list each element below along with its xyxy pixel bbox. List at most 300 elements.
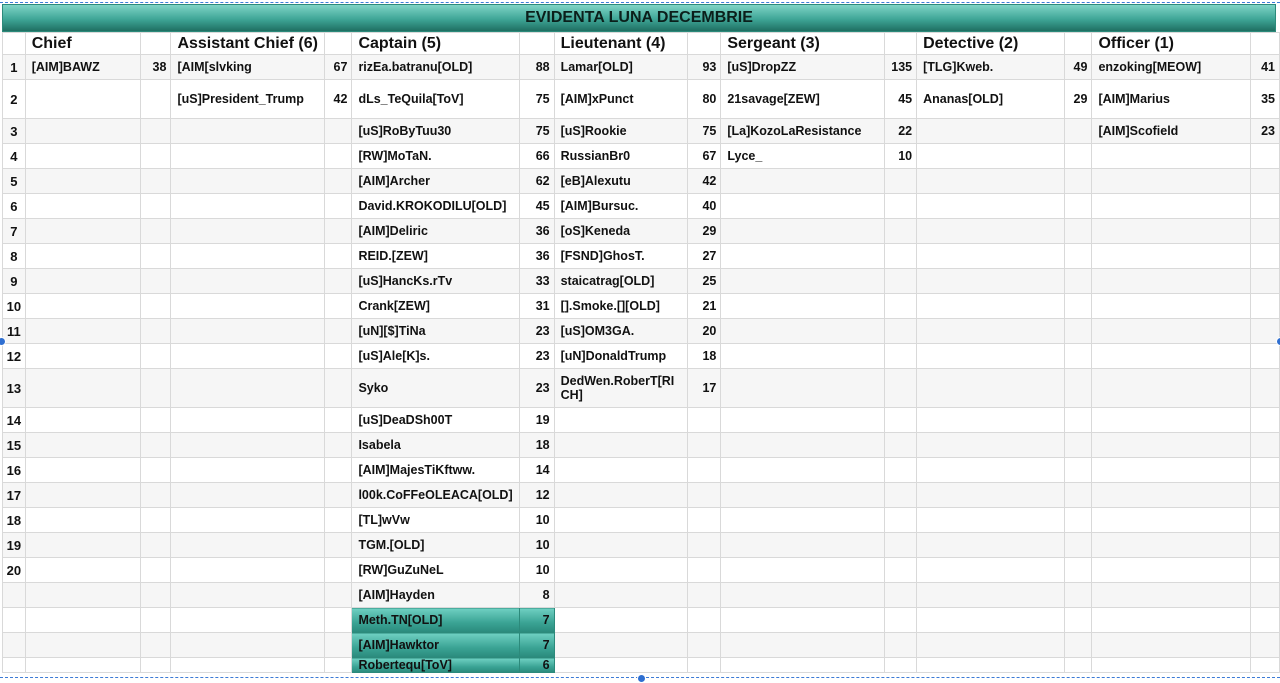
detective-name-cell[interactable] (917, 583, 1065, 608)
lieutenant-score-cell[interactable] (687, 608, 720, 633)
assistant-chief-score-cell[interactable] (324, 608, 352, 633)
header-officer[interactable]: Officer (1) (1092, 33, 1250, 55)
captain-name-cell[interactable]: [AIM]Hayden (352, 583, 520, 608)
captain-score-cell[interactable]: 19 (520, 408, 554, 433)
header-chief-score[interactable] (141, 33, 171, 55)
detective-name-cell[interactable] (917, 533, 1065, 558)
captain-name-cell[interactable]: rizEa.batranu[OLD] (352, 55, 520, 80)
detective-name-cell[interactable] (917, 294, 1065, 319)
assistant-chief-score-cell[interactable] (324, 558, 352, 583)
assistant-chief-score-cell[interactable] (324, 119, 352, 144)
sergeant-name-cell[interactable] (721, 658, 885, 673)
detective-name-cell[interactable] (917, 558, 1065, 583)
lieutenant-score-cell[interactable]: 27 (687, 244, 720, 269)
captain-name-cell[interactable]: [RW]MoTaN. (352, 144, 520, 169)
chief-name-cell[interactable] (25, 80, 141, 119)
lieutenant-score-cell[interactable]: 80 (687, 80, 720, 119)
lieutenant-score-cell[interactable]: 93 (687, 55, 720, 80)
sergeant-name-cell[interactable] (721, 319, 885, 344)
sergeant-score-cell[interactable] (885, 294, 917, 319)
lieutenant-name-cell[interactable] (554, 633, 687, 658)
header-lieutenant-score[interactable] (687, 33, 720, 55)
chief-score-cell[interactable] (141, 408, 171, 433)
captain-score-cell[interactable]: 36 (520, 244, 554, 269)
detective-score-cell[interactable] (1064, 583, 1092, 608)
chief-name-cell[interactable] (25, 633, 141, 658)
detective-score-cell[interactable] (1064, 119, 1092, 144)
lieutenant-name-cell[interactable] (554, 433, 687, 458)
officer-name-cell[interactable] (1092, 583, 1250, 608)
chief-name-cell[interactable] (25, 369, 141, 408)
row-number[interactable] (3, 633, 26, 658)
officer-score-cell[interactable] (1250, 508, 1279, 533)
assistant-chief-name-cell[interactable] (171, 583, 324, 608)
detective-name-cell[interactable] (917, 633, 1065, 658)
captain-score-cell[interactable]: 36 (520, 219, 554, 244)
sergeant-name-cell[interactable]: [uS]DropZZ (721, 55, 885, 80)
chief-name-cell[interactable] (25, 144, 141, 169)
captain-score-cell[interactable]: 12 (520, 483, 554, 508)
sergeant-name-cell[interactable] (721, 508, 885, 533)
officer-score-cell[interactable] (1250, 533, 1279, 558)
lieutenant-name-cell[interactable]: [FSND]GhosT. (554, 244, 687, 269)
captain-name-cell[interactable]: Robertequ[ToV] (352, 658, 520, 673)
lieutenant-name-cell[interactable]: [AIM]xPunct (554, 80, 687, 119)
detective-score-cell[interactable] (1064, 408, 1092, 433)
chief-name-cell[interactable] (25, 583, 141, 608)
sergeant-score-cell[interactable] (885, 369, 917, 408)
row-number[interactable]: 9 (3, 269, 26, 294)
lieutenant-score-cell[interactable]: 75 (687, 119, 720, 144)
detective-name-cell[interactable] (917, 508, 1065, 533)
detective-score-cell[interactable] (1064, 294, 1092, 319)
row-number[interactable]: 6 (3, 194, 26, 219)
detective-score-cell[interactable]: 29 (1064, 80, 1092, 119)
detective-score-cell[interactable] (1064, 483, 1092, 508)
detective-score-cell[interactable] (1064, 458, 1092, 483)
chief-name-cell[interactable] (25, 344, 141, 369)
captain-score-cell[interactable]: 10 (520, 508, 554, 533)
captain-score-cell[interactable]: 23 (520, 319, 554, 344)
assistant-chief-name-cell[interactable] (171, 433, 324, 458)
captain-name-cell[interactable]: TGM.[OLD] (352, 533, 520, 558)
captain-name-cell[interactable]: Syko (352, 369, 520, 408)
officer-score-cell[interactable] (1250, 408, 1279, 433)
lieutenant-score-cell[interactable] (687, 558, 720, 583)
header-captain[interactable]: Captain (5) (352, 33, 520, 55)
officer-name-cell[interactable] (1092, 533, 1250, 558)
lieutenant-name-cell[interactable]: [].Smoke.[][OLD] (554, 294, 687, 319)
assistant-chief-score-cell[interactable] (324, 433, 352, 458)
captain-score-cell[interactable]: 31 (520, 294, 554, 319)
captain-name-cell[interactable]: Crank[ZEW] (352, 294, 520, 319)
sergeant-score-cell[interactable] (885, 483, 917, 508)
sheet-title[interactable]: EVIDENTA LUNA DECEMBRIE (2, 4, 1276, 32)
chief-score-cell[interactable] (141, 369, 171, 408)
captain-name-cell[interactable]: Meth.TN[OLD] (352, 608, 520, 633)
chief-name-cell[interactable] (25, 608, 141, 633)
captain-name-cell[interactable]: David.KROKODILU[OLD] (352, 194, 520, 219)
chief-score-cell[interactable] (141, 169, 171, 194)
lieutenant-score-cell[interactable]: 67 (687, 144, 720, 169)
sergeant-name-cell[interactable] (721, 533, 885, 558)
assistant-chief-score-cell[interactable]: 67 (324, 55, 352, 80)
lieutenant-name-cell[interactable] (554, 658, 687, 673)
lieutenant-score-cell[interactable]: 29 (687, 219, 720, 244)
row-number[interactable]: 19 (3, 533, 26, 558)
assistant-chief-score-cell[interactable] (324, 583, 352, 608)
captain-score-cell[interactable]: 88 (520, 55, 554, 80)
officer-name-cell[interactable] (1092, 294, 1250, 319)
officer-score-cell[interactable]: 35 (1250, 80, 1279, 119)
officer-score-cell[interactable] (1250, 558, 1279, 583)
captain-name-cell[interactable]: Isabela (352, 433, 520, 458)
lieutenant-name-cell[interactable]: staicatrag[OLD] (554, 269, 687, 294)
chief-score-cell[interactable] (141, 244, 171, 269)
captain-score-cell[interactable]: 62 (520, 169, 554, 194)
sergeant-name-cell[interactable] (721, 219, 885, 244)
assistant-chief-name-cell[interactable] (171, 608, 324, 633)
row-number[interactable] (3, 658, 26, 673)
detective-score-cell[interactable] (1064, 633, 1092, 658)
lieutenant-score-cell[interactable]: 40 (687, 194, 720, 219)
detective-score-cell[interactable] (1064, 219, 1092, 244)
chief-score-cell[interactable] (141, 608, 171, 633)
lieutenant-name-cell[interactable]: [AIM]Bursuc. (554, 194, 687, 219)
assistant-chief-score-cell[interactable] (324, 533, 352, 558)
officer-name-cell[interactable]: enzoking[MEOW] (1092, 55, 1250, 80)
assistant-chief-name-cell[interactable] (171, 294, 324, 319)
header-sergeant[interactable]: Sergeant (3) (721, 33, 885, 55)
assistant-chief-name-cell[interactable] (171, 344, 324, 369)
detective-name-cell[interactable] (917, 344, 1065, 369)
chief-name-cell[interactable] (25, 319, 141, 344)
sergeant-score-cell[interactable] (885, 269, 917, 294)
chief-score-cell[interactable] (141, 144, 171, 169)
assistant-chief-name-cell[interactable]: [uS]President_Trump (171, 80, 324, 119)
sergeant-name-cell[interactable] (721, 483, 885, 508)
row-number[interactable]: 20 (3, 558, 26, 583)
chief-name-cell[interactable] (25, 169, 141, 194)
lieutenant-score-cell[interactable] (687, 408, 720, 433)
captain-name-cell[interactable]: [AIM]Deliric (352, 219, 520, 244)
sergeant-score-cell[interactable] (885, 408, 917, 433)
lieutenant-name-cell[interactable]: DedWen.RoberT[RICH] (554, 369, 687, 408)
captain-score-cell[interactable]: 23 (520, 369, 554, 408)
lieutenant-score-cell[interactable] (687, 583, 720, 608)
detective-score-cell[interactable] (1064, 169, 1092, 194)
assistant-chief-name-cell[interactable] (171, 244, 324, 269)
chief-score-cell[interactable] (141, 294, 171, 319)
header-captain-score[interactable] (520, 33, 554, 55)
sergeant-score-cell[interactable] (885, 608, 917, 633)
officer-score-cell[interactable] (1250, 608, 1279, 633)
officer-name-cell[interactable] (1092, 144, 1250, 169)
officer-name-cell[interactable]: [AIM]Scofield (1092, 119, 1250, 144)
officer-score-cell[interactable]: 23 (1250, 119, 1279, 144)
detective-name-cell[interactable] (917, 119, 1065, 144)
officer-score-cell[interactable] (1250, 433, 1279, 458)
detective-score-cell[interactable] (1064, 269, 1092, 294)
chief-score-cell[interactable] (141, 119, 171, 144)
officer-score-cell[interactable] (1250, 294, 1279, 319)
captain-score-cell[interactable]: 75 (520, 80, 554, 119)
officer-name-cell[interactable] (1092, 633, 1250, 658)
sergeant-name-cell[interactable] (721, 169, 885, 194)
corner-cell[interactable] (3, 33, 26, 55)
selection-handle-right[interactable] (1276, 337, 1280, 346)
detective-score-cell[interactable] (1064, 344, 1092, 369)
chief-score-cell[interactable] (141, 483, 171, 508)
officer-score-cell[interactable] (1250, 344, 1279, 369)
sergeant-score-cell[interactable] (885, 458, 917, 483)
assistant-chief-score-cell[interactable] (324, 408, 352, 433)
captain-score-cell[interactable]: 8 (520, 583, 554, 608)
captain-name-cell[interactable]: [RW]GuZuNeL (352, 558, 520, 583)
chief-name-cell[interactable] (25, 533, 141, 558)
detective-name-cell[interactable] (917, 244, 1065, 269)
lieutenant-name-cell[interactable] (554, 458, 687, 483)
sergeant-name-cell[interactable] (721, 194, 885, 219)
assistant-chief-score-cell[interactable] (324, 508, 352, 533)
detective-name-cell[interactable]: [TLG]Kweb. (917, 55, 1065, 80)
chief-score-cell[interactable] (141, 458, 171, 483)
assistant-chief-score-cell[interactable] (324, 144, 352, 169)
assistant-chief-score-cell[interactable]: 42 (324, 80, 352, 119)
sergeant-score-cell[interactable] (885, 344, 917, 369)
captain-name-cell[interactable]: REID.[ZEW] (352, 244, 520, 269)
detective-score-cell[interactable] (1064, 244, 1092, 269)
row-number[interactable]: 7 (3, 219, 26, 244)
sergeant-score-cell[interactable]: 10 (885, 144, 917, 169)
sergeant-name-cell[interactable]: [La]KozoLaResistance (721, 119, 885, 144)
detective-name-cell[interactable] (917, 269, 1065, 294)
officer-score-cell[interactable] (1250, 483, 1279, 508)
detective-name-cell[interactable] (917, 169, 1065, 194)
assistant-chief-score-cell[interactable] (324, 244, 352, 269)
officer-score-cell[interactable] (1250, 144, 1279, 169)
chief-name-cell[interactable] (25, 219, 141, 244)
detective-score-cell[interactable] (1064, 658, 1092, 673)
chief-score-cell[interactable] (141, 319, 171, 344)
sergeant-score-cell[interactable] (885, 244, 917, 269)
officer-name-cell[interactable] (1092, 508, 1250, 533)
chief-score-cell[interactable] (141, 80, 171, 119)
row-number[interactable]: 17 (3, 483, 26, 508)
officer-name-cell[interactable] (1092, 319, 1250, 344)
detective-score-cell[interactable] (1064, 508, 1092, 533)
sergeant-name-cell[interactable] (721, 558, 885, 583)
assistant-chief-score-cell[interactable] (324, 658, 352, 673)
lieutenant-name-cell[interactable]: [eB]Alexutu (554, 169, 687, 194)
assistant-chief-name-cell[interactable] (171, 144, 324, 169)
lieutenant-score-cell[interactable]: 18 (687, 344, 720, 369)
lieutenant-name-cell[interactable]: [uN]DonaldTrump (554, 344, 687, 369)
row-number[interactable]: 16 (3, 458, 26, 483)
header-detective[interactable]: Detective (2) (917, 33, 1065, 55)
chief-score-cell[interactable] (141, 433, 171, 458)
officer-name-cell[interactable] (1092, 658, 1250, 673)
lieutenant-score-cell[interactable] (687, 658, 720, 673)
detective-score-cell[interactable] (1064, 369, 1092, 408)
assistant-chief-name-cell[interactable] (171, 658, 324, 673)
detective-name-cell[interactable] (917, 219, 1065, 244)
assistant-chief-score-cell[interactable] (324, 269, 352, 294)
chief-score-cell[interactable] (141, 583, 171, 608)
assistant-chief-name-cell[interactable] (171, 633, 324, 658)
officer-score-cell[interactable] (1250, 583, 1279, 608)
detective-name-cell[interactable] (917, 408, 1065, 433)
sergeant-score-cell[interactable] (885, 508, 917, 533)
lieutenant-name-cell[interactable] (554, 608, 687, 633)
assistant-chief-score-cell[interactable] (324, 483, 352, 508)
chief-name-cell[interactable] (25, 483, 141, 508)
row-number[interactable]: 5 (3, 169, 26, 194)
officer-name-cell[interactable] (1092, 408, 1250, 433)
sergeant-name-cell[interactable] (721, 583, 885, 608)
sergeant-name-cell[interactable] (721, 269, 885, 294)
captain-score-cell[interactable]: 75 (520, 119, 554, 144)
lieutenant-score-cell[interactable]: 20 (687, 319, 720, 344)
sergeant-score-cell[interactable] (885, 194, 917, 219)
assistant-chief-score-cell[interactable] (324, 458, 352, 483)
officer-score-cell[interactable]: 41 (1250, 55, 1279, 80)
chief-name-cell[interactable] (25, 508, 141, 533)
row-number[interactable]: 4 (3, 144, 26, 169)
header-lieutenant[interactable]: Lieutenant (4) (554, 33, 687, 55)
officer-name-cell[interactable] (1092, 458, 1250, 483)
row-number[interactable]: 12 (3, 344, 26, 369)
lieutenant-score-cell[interactable] (687, 633, 720, 658)
officer-score-cell[interactable] (1250, 244, 1279, 269)
sergeant-name-cell[interactable] (721, 294, 885, 319)
lieutenant-name-cell[interactable] (554, 583, 687, 608)
chief-score-cell[interactable] (141, 219, 171, 244)
row-number[interactable]: 3 (3, 119, 26, 144)
officer-score-cell[interactable] (1250, 269, 1279, 294)
row-number[interactable]: 14 (3, 408, 26, 433)
assistant-chief-name-cell[interactable] (171, 194, 324, 219)
chief-name-cell[interactable]: [AIM]BAWZ (25, 55, 141, 80)
lieutenant-name-cell[interactable]: Lamar[OLD] (554, 55, 687, 80)
officer-name-cell[interactable] (1092, 558, 1250, 583)
detective-name-cell[interactable] (917, 319, 1065, 344)
detective-score-cell[interactable] (1064, 533, 1092, 558)
captain-name-cell[interactable]: [uS]DeaDSh00T (352, 408, 520, 433)
sergeant-name-cell[interactable] (721, 633, 885, 658)
lieutenant-score-cell[interactable]: 42 (687, 169, 720, 194)
assistant-chief-score-cell[interactable] (324, 633, 352, 658)
captain-name-cell[interactable]: [uS]RoByTuu30 (352, 119, 520, 144)
sergeant-score-cell[interactable] (885, 533, 917, 558)
sergeant-score-cell[interactable] (885, 633, 917, 658)
chief-name-cell[interactable] (25, 558, 141, 583)
assistant-chief-score-cell[interactable] (324, 169, 352, 194)
assistant-chief-name-cell[interactable]: [AIM[slvking (171, 55, 324, 80)
row-number[interactable]: 18 (3, 508, 26, 533)
sergeant-name-cell[interactable] (721, 369, 885, 408)
lieutenant-name-cell[interactable] (554, 508, 687, 533)
detective-score-cell[interactable] (1064, 144, 1092, 169)
assistant-chief-name-cell[interactable] (171, 369, 324, 408)
selection-handle-bottom[interactable] (637, 674, 646, 683)
sergeant-score-cell[interactable] (885, 658, 917, 673)
captain-score-cell[interactable]: 7 (520, 633, 554, 658)
captain-score-cell[interactable]: 14 (520, 458, 554, 483)
captain-score-cell[interactable]: 10 (520, 533, 554, 558)
chief-name-cell[interactable] (25, 119, 141, 144)
assistant-chief-name-cell[interactable] (171, 269, 324, 294)
officer-name-cell[interactable] (1092, 244, 1250, 269)
header-officer-score[interactable] (1250, 33, 1279, 55)
lieutenant-score-cell[interactable]: 25 (687, 269, 720, 294)
captain-score-cell[interactable]: 7 (520, 608, 554, 633)
captain-name-cell[interactable]: [TL]wVw (352, 508, 520, 533)
detective-name-cell[interactable]: Ananas[OLD] (917, 80, 1065, 119)
captain-score-cell[interactable]: 18 (520, 433, 554, 458)
chief-score-cell[interactable] (141, 658, 171, 673)
officer-score-cell[interactable] (1250, 369, 1279, 408)
chief-score-cell[interactable] (141, 558, 171, 583)
officer-name-cell[interactable] (1092, 219, 1250, 244)
captain-name-cell[interactable]: [AIM]MajesTiKftww. (352, 458, 520, 483)
captain-name-cell[interactable]: l00k.CoFFeOLEACA[OLD] (352, 483, 520, 508)
assistant-chief-name-cell[interactable] (171, 483, 324, 508)
lieutenant-name-cell[interactable]: [uS]OM3GA. (554, 319, 687, 344)
lieutenant-name-cell[interactable] (554, 533, 687, 558)
chief-name-cell[interactable] (25, 458, 141, 483)
captain-name-cell[interactable]: [uN][$]TiNa (352, 319, 520, 344)
chief-name-cell[interactable] (25, 433, 141, 458)
chief-name-cell[interactable] (25, 408, 141, 433)
assistant-chief-name-cell[interactable] (171, 219, 324, 244)
lieutenant-score-cell[interactable] (687, 458, 720, 483)
officer-score-cell[interactable] (1250, 169, 1279, 194)
assistant-chief-score-cell[interactable] (324, 369, 352, 408)
detective-score-cell[interactable] (1064, 558, 1092, 583)
detective-name-cell[interactable] (917, 433, 1065, 458)
detective-name-cell[interactable] (917, 144, 1065, 169)
chief-score-cell[interactable] (141, 269, 171, 294)
sergeant-score-cell[interactable]: 45 (885, 80, 917, 119)
detective-score-cell[interactable] (1064, 319, 1092, 344)
row-number[interactable]: 15 (3, 433, 26, 458)
sergeant-name-cell[interactable] (721, 608, 885, 633)
assistant-chief-name-cell[interactable] (171, 533, 324, 558)
officer-name-cell[interactable] (1092, 483, 1250, 508)
detective-score-cell[interactable] (1064, 608, 1092, 633)
lieutenant-score-cell[interactable] (687, 483, 720, 508)
assistant-chief-name-cell[interactable] (171, 169, 324, 194)
row-number[interactable] (3, 583, 26, 608)
detective-score-cell[interactable] (1064, 433, 1092, 458)
officer-name-cell[interactable]: [AIM]Marius (1092, 80, 1250, 119)
detective-name-cell[interactable] (917, 194, 1065, 219)
officer-name-cell[interactable] (1092, 608, 1250, 633)
detective-score-cell[interactable] (1064, 194, 1092, 219)
assistant-chief-score-cell[interactable] (324, 219, 352, 244)
sergeant-score-cell[interactable] (885, 319, 917, 344)
officer-score-cell[interactable] (1250, 219, 1279, 244)
header-sergeant-score[interactable] (885, 33, 917, 55)
header-chief[interactable]: Chief (25, 33, 141, 55)
officer-score-cell[interactable] (1250, 194, 1279, 219)
header-assistant-chief-score[interactable] (324, 33, 352, 55)
chief-name-cell[interactable] (25, 244, 141, 269)
chief-score-cell[interactable] (141, 508, 171, 533)
sergeant-score-cell[interactable]: 135 (885, 55, 917, 80)
lieutenant-name-cell[interactable] (554, 558, 687, 583)
